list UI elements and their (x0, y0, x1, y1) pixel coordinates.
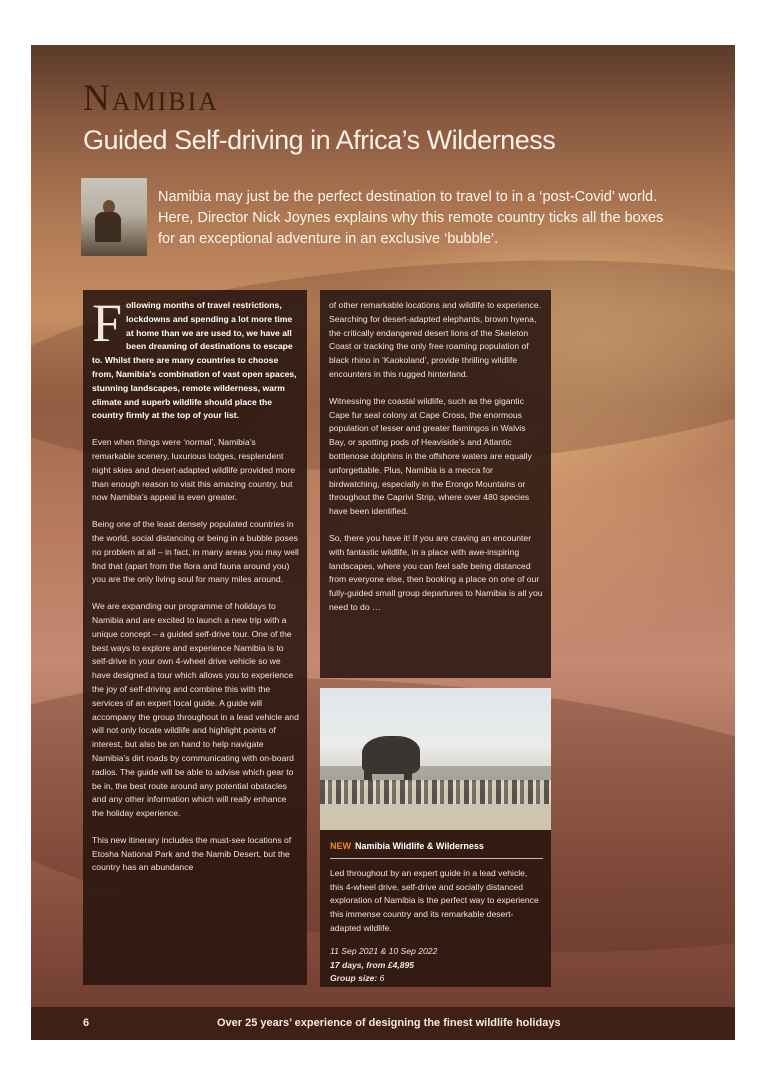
intro-text: Namibia may just be the perfect destination to travel to in a ‘post-Covid’ world. Here, Director Nick Joynes explains why this remote country ticks all the boxes for an exceptional adventure in an exclusive ‘bubble’. (158, 189, 664, 247)
tour-heading (330, 840, 543, 859)
tour-description: Led throughout by an expert guide in a lead vehicle, this 4-wheel drive, self-drive and socially distanced exploration of Namibia is the perfect way to experience this immense country and its remarkable desert-adapted wildlife. (330, 867, 539, 933)
author-photo (81, 178, 147, 256)
page-footer (31, 1007, 735, 1040)
tour-length-price: 17 days, from £4,895 (330, 959, 415, 970)
waterhole-wildlife-photo (320, 688, 551, 830)
article-paragraph: of other remarkable locations and wildlife to experience. Searching for desert-adapted elephants, brown hyena, the critically endangered desert lions of the Skeleton Coast or tracking the only free roaming population of black rhino in ‘Kaokoland’, provide thrilling wildlife encounters in this rugged hinterland. (329, 300, 542, 379)
article-paragraph: So, there you have it! If you are craving an encounter with fantastic wildlife, in a place with awe-inspiring landscapes, where you can feel safe being distanced from everyone else, then booking a place on one of our fully-guided small group departures to Namibia is all you need to do … (329, 532, 543, 612)
drop-cap: F (92, 293, 123, 353)
page-title: Namibia (83, 78, 220, 119)
article-paragraph: Even when things were ‘normal’, Namibia’s remarkable scenery, luxurious lodges, resplendent night skies and desert-adapted wildlife provided more than enough reason to visit this amazing country, but now Namibia’s appeal is even greater. (92, 437, 296, 503)
tour-dates: 11 Sep 2021 & 10 Sep 2022 (330, 945, 438, 956)
tour-group-size: Group size: 6 (330, 973, 385, 984)
tour-name: Namibia Wildlife & Wilderness (355, 841, 484, 851)
lead-paragraph: Following months of travel restrictions, lockdowns and spending a lot more time at home than we are used to, we have all been dreaming of destinations to escape to. Whilst there are many countries to choose from, Namibia’s combination of vast open spaces, stunning landscapes, remote wilderness, warm climate and superb wildlife should place the country firmly at the top of your list. (92, 293, 297, 421)
article-column-1 (83, 290, 307, 985)
article-paragraph: This new itinerary includes the must-see locations of Etosha National Park and the Namib Desert, but the country has an abundance (92, 834, 292, 873)
article-column-2 (320, 290, 551, 678)
article-paragraph: Being one of the least densely populated countries in the world, social distancing or being in a bubble poses no problem at all – in fact, in many areas you may well find that (apart from the flora and fauna around you) you are the only living soul for many miles around. (92, 519, 299, 585)
article-paragraph: We are expanding our programme of holidays to Namibia and are excited to launch a new trip with a unique concept – a guided self-drive tour. One of the best ways to explore and experience Namibia is to self-drive in your own 4-wheel drive vehicle so we have designed a tour which allows you to experience the joy of self-driving and combine this with the services of an expert local guide. A guide will accompany the group throughout in a lead vehicle and will not only locate wildlife and highlight points of interest, but also be on hand to help navigate Namibia’s dirt roads by communicating with on-board radios. The guide will be able to advise which gear to be in, the best route around any potential obstacles and any other information which will really enhance the holiday experience. (92, 601, 299, 819)
new-badge: NEW (330, 841, 351, 851)
article-paragraph: Witnessing the coastal wildlife, such as the gigantic Cape fur seal colony at Cape Cross, the enormous population of lesser and greater flamingos in Walvis Bay, or spotting pods of Heaviside’s and Atlantic bottlenose dolphins in the offshore waters are equally unforgettable. Plus, Namibia is a mecca for birdwatching, especially in the Erongo Mountains or throughout the Caprivi Strip, where over 480 species have been identified. (329, 395, 532, 517)
footer-tagline: Over 25 years’ experience of designing the finest wildlife holidays (217, 1017, 561, 1029)
page-subtitle: Guided Self-driving in Africa’s Wilderness (83, 125, 556, 155)
tour-info-box (320, 830, 551, 987)
brochure-page (31, 45, 735, 1040)
page-number: 6 (83, 1017, 90, 1029)
